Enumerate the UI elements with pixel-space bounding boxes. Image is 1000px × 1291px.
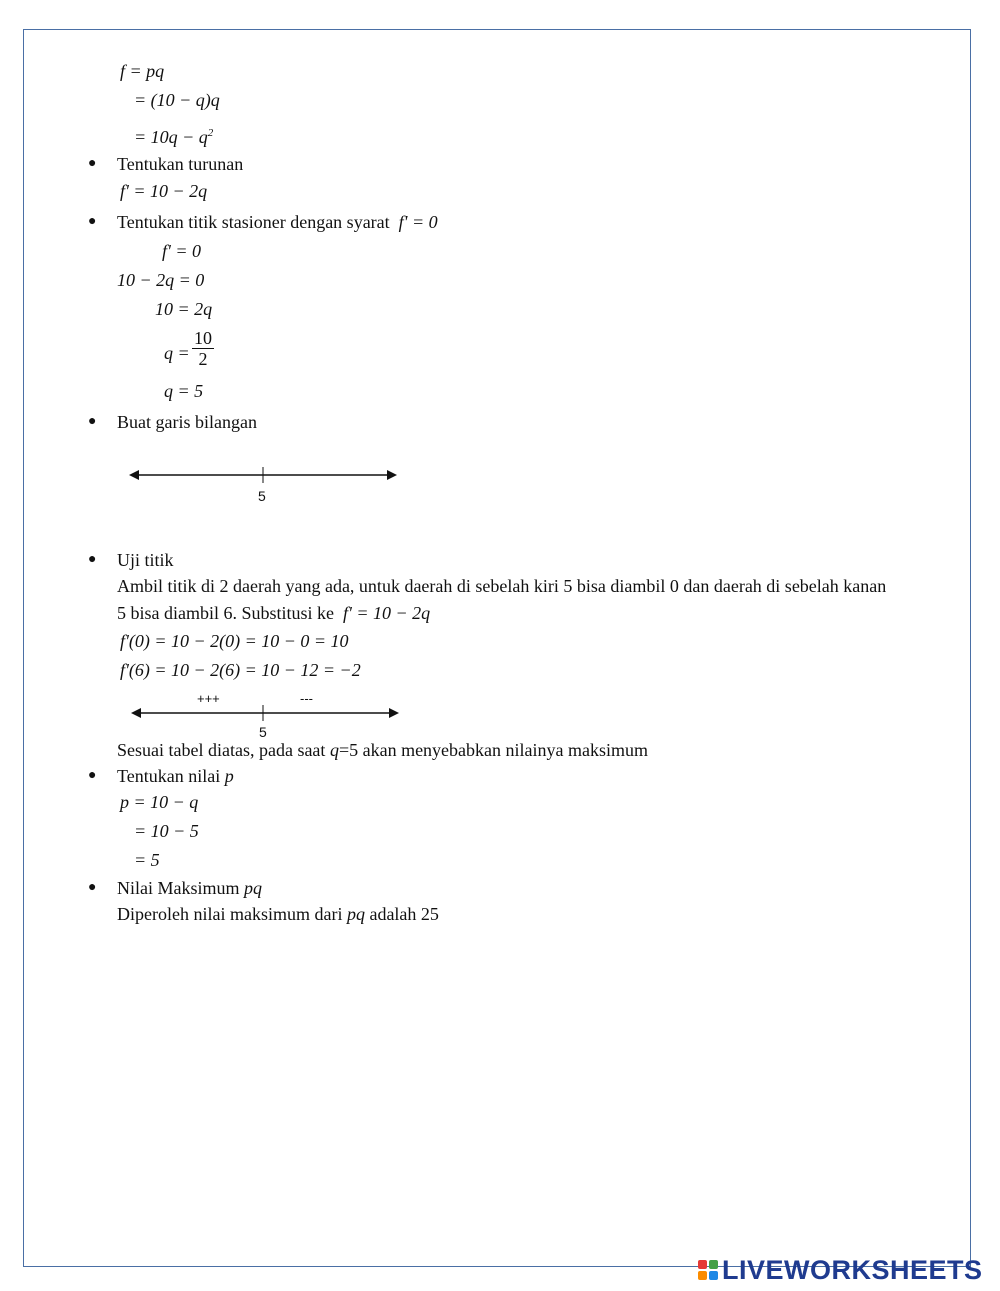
eq-p-3: = 5 [134, 850, 160, 870]
bullet: ● [88, 156, 97, 171]
uji-titik-paragraph-1: Ambil titik di 2 daerah yang ada, untuk daerah di sebelah kiri 5 bisa diambil 0 dan daerah di sebelah kanan [117, 576, 887, 596]
number-line-2-label: 5 [259, 724, 267, 740]
uji-titik-paragraph-2: 5 bisa diambil 6. Substitusi ke f' = 10 − 2q [117, 603, 431, 623]
heading-uji-titik: Uji titik [117, 550, 174, 570]
eq-p-2: = 10 − 5 [134, 821, 199, 841]
logo-blocks-icon [698, 1260, 718, 1280]
eq-q-equals-5: q = 5 [164, 381, 204, 401]
sign-positive: +++ [197, 691, 220, 706]
eq-solve-2: 10 = 2q [155, 299, 213, 319]
eq-test-0: f'(0) = 10 − 2(0) = 10 − 0 = 10 [120, 631, 349, 651]
liveworksheets-logo [698, 1255, 983, 1285]
fraction-numerator: 10 [194, 328, 212, 348]
heading-nilai-p: Tentukan nilai p [117, 766, 234, 786]
arrow-left-icon [131, 708, 141, 718]
number-line-1-label: 5 [258, 488, 266, 504]
arrow-right-icon [387, 470, 397, 480]
arrow-right-icon [389, 708, 399, 718]
eq-derivative: f' = 10 − 2q [120, 181, 208, 201]
bullet: ● [88, 552, 97, 567]
heading-nilai-maksimum: Nilai Maksimum pq [117, 878, 262, 898]
number-line-2 [127, 700, 403, 726]
heading-turunan: Tentukan turunan [117, 154, 244, 174]
final-answer: Diperoleh nilai maksimum dari pq adalah 25 [117, 904, 439, 924]
bullet: ● [88, 768, 97, 783]
bullet: ● [88, 214, 97, 229]
fraction-10-over-2 [192, 328, 214, 369]
eq-f-expanded: = (10 − q)q [134, 90, 220, 110]
sign-negative: --- [300, 691, 313, 706]
eq-f-pq: f = pq [120, 61, 165, 81]
eq-solve-frac-lhs: q = [164, 343, 190, 363]
logo-text: LIVEWORKSHEETS [722, 1255, 983, 1285]
bullet: ● [88, 880, 97, 895]
uji-titik-conclusion: Sesuai tabel diatas, pada saat q=5 akan menyebabkan nilainya maksimum [117, 740, 649, 760]
heading-stasioner: Tentukan titik stasioner dengan syarat f' = 0 [117, 212, 438, 232]
eq-p-1: p = 10 − q [120, 792, 199, 812]
eq-fprime-zero: f' = 0 [162, 241, 201, 261]
fraction-denominator: 2 [198, 349, 208, 369]
eq-test-6: f'(6) = 10 − 2(6) = 10 − 12 = −2 [120, 660, 361, 680]
bullet: ● [88, 414, 97, 429]
number-line-1 [125, 462, 401, 488]
heading-garis-bilangan: Buat garis bilangan [117, 412, 257, 432]
eq-f-simplified: = $10q - q^2$ [134, 127, 214, 147]
eq-solve-1: 10 − 2q = 0 [117, 270, 205, 290]
arrow-left-icon [129, 470, 139, 480]
